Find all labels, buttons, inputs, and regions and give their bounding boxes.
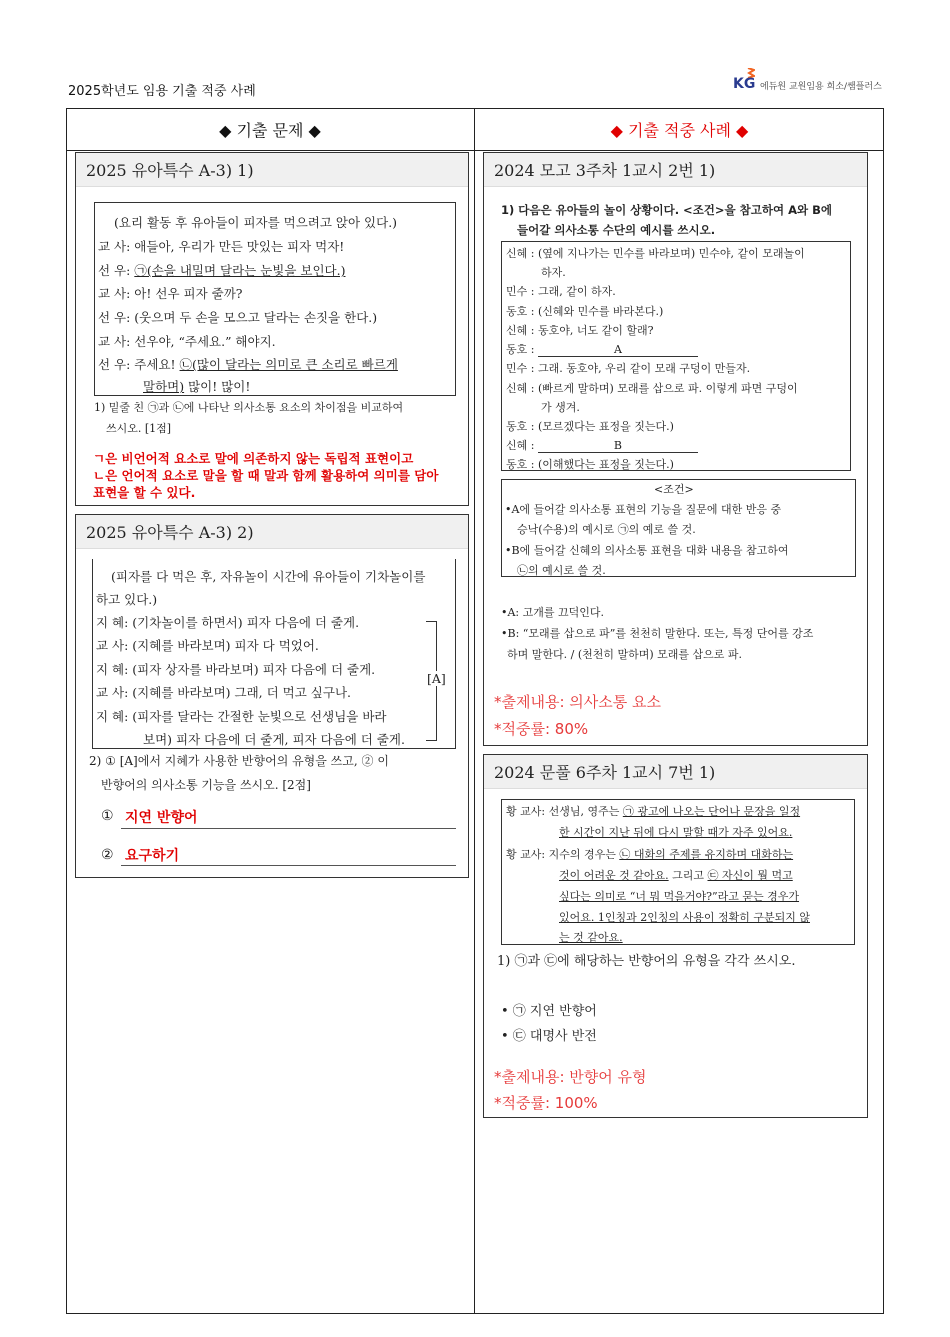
column-header-hit-cases: ◆ 기출 적중 사례 ◆	[475, 108, 884, 151]
blank-a: A	[538, 343, 698, 357]
answer-line: ㄱ은 비언어적 요소로 말에 의존하지 않는 독립적 표현이고	[93, 451, 414, 466]
dialog-line	[506, 846, 793, 862]
condition-line: •A에 들어갈 의사소통 표현의 기능을 질문에 대한 반응 중	[505, 503, 782, 516]
answer-text: 요구하기	[125, 848, 180, 864]
line-suffix: 많이! 많이!	[184, 379, 251, 394]
scenario-line: 지 혜: (피자 상자를 바라보며) 피자 다음에 더 줄게.	[96, 662, 376, 677]
speaker: 황 교사: 지수의 경우는	[506, 848, 620, 861]
scenario-line: 교 사: (지혜를 바라보며) 피자 다 먹었어.	[96, 638, 319, 653]
scenario-line: 보며) 피자 다음에 더 줄게, 피자 다음에 더 줄게.	[143, 732, 405, 747]
underlined-text: 것이 어려운 것 같아요.	[559, 869, 669, 882]
dialog-line: 신혜 : (옆에 지나가는 민수를 바라보며) 민수야, 같이 모래놀이	[506, 247, 805, 260]
kg-eduone-logo	[733, 68, 883, 94]
question-line: 들어갈 의사소통 수단의 예시를 쓰시오.	[517, 223, 716, 237]
scenario-line: 교 사: 선우야, “주세요.” 해야지.	[98, 334, 276, 349]
dialog-line	[506, 803, 800, 819]
hit-rate-label: *적중률: 100%	[494, 1094, 598, 1112]
answer-line: • ㉠ 지연 반향어	[501, 1004, 597, 1019]
exam-topic-label: *출제내용: 의사소통 요소	[494, 693, 661, 711]
dialog-line: 동호 : (신혜와 민수를 바라본다.)	[506, 305, 664, 318]
dialog-line: 가 생겨.	[541, 401, 580, 414]
scenario-line	[98, 261, 345, 279]
underlined-text: ㉠ 광고에 나오는 단어나 문장을 일정	[622, 805, 801, 818]
dialog-line: 신혜 : (빠르게 말하며) 모래를 삽으로 파. 이렇게 파면 구덩이	[506, 382, 798, 395]
question-line: 1) 밑줄 친 ㉠과 ㉡에 나타난 의사소통 요소의 차이점을 비교하여	[94, 401, 404, 414]
scenario-line: 지 혜: (기차놀이를 하면서) 피자 다음에 더 줄게.	[96, 615, 360, 630]
logo-brand-text: 에듀원 교원임용 희소/쌤플러스	[760, 82, 882, 92]
exam-topic-label: *출제내용: 반향어 유형	[494, 1068, 647, 1086]
dialog-line	[559, 867, 793, 883]
card-title: 2025 유아특수 A-3) 2)	[76, 515, 468, 549]
column-header-past-exam: ◆ 기출 문제 ◆	[66, 108, 474, 151]
dialog-line: 하자.	[541, 266, 566, 279]
column-divider	[474, 108, 475, 1314]
answer-number: ①	[101, 808, 114, 824]
condition-line: 승낙(수용)의 예시로 ㉠의 예로 쓸 것.	[517, 523, 696, 536]
underlined-text: ㉡(많이 달라는 의미로 큰 소리로 빠르게	[179, 357, 398, 372]
underlined-text: ㉢ 자신이 뭘 먹고	[707, 869, 793, 882]
answer-line: 표현을 할 수 있다.	[93, 485, 196, 500]
card-title: 2025 유아특수 A-3) 1)	[76, 153, 468, 187]
line-prefix: 선 우: 주세요!	[98, 357, 180, 372]
condition-title: <조건>	[654, 483, 694, 496]
answer-underline	[121, 828, 456, 829]
answer-line: •A: 고개를 끄덕인다.	[501, 606, 605, 619]
question-line: 1) 다음은 유아들의 놀이 상황이다. <조건>을 참고하여 A와 B에	[501, 203, 832, 217]
scenario-line: (요리 활동 후 유아들이 피자를 먹으려고 앉아 있다.)	[114, 215, 398, 230]
answer-line: ㄴ은 언어적 요소로 말을 할 때 말과 함께 활용하여 의미를 담아	[93, 468, 439, 483]
speaker: 동호 :	[506, 343, 535, 356]
underlined-text: ㉡ 대화의 주제를 유지하며 대화하는	[619, 848, 794, 861]
card-title: 2024 문풀 6주차 1교시 7번 1)	[484, 755, 867, 789]
answer-line: •B: “모래를 삽으로 파”를 천천히 말한다. 또는, 특정 단어를 강조	[501, 627, 814, 640]
question-line: 반향어의 의사소통 기능을 쓰시오. [2점]	[101, 778, 311, 792]
dialog-line: 한 시간이 지난 뒤에 다시 말할 때가 자주 있어요.	[559, 826, 793, 839]
condition-line: ㉡의 예시로 쓸 것.	[517, 564, 606, 577]
scenario-line: (피자를 다 먹은 후, 자유놀이 시간에 유아들이 기차놀이를	[111, 569, 426, 584]
line-prefix: 선 우:	[98, 263, 135, 278]
underlined-text: 말하며)	[143, 379, 185, 394]
scenario-line	[98, 355, 398, 373]
scenario-line: 하고 있다.)	[96, 592, 158, 607]
hit-card-practice	[483, 754, 868, 1118]
bracket-label: [A]	[427, 671, 446, 686]
answer-underline	[121, 865, 456, 866]
logo-kg-text: KG	[733, 76, 756, 92]
dialog-line: 는 것 같아요.	[559, 931, 623, 944]
speaker: 황 교사: 선생님, 영주는	[506, 805, 623, 818]
scenario-line: 교 사: 애들아, 우리가 만든 맛있는 피자 먹자!	[98, 239, 345, 254]
hit-rate-label: *적중률: 80%	[494, 720, 589, 738]
question-line: 1) ㉠과 ㉢에 해당하는 반향어의 유형을 각각 쓰시오.	[497, 954, 796, 969]
scenario-line	[143, 377, 250, 395]
dialog-line: 신혜 : 동호야, 너도 같이 할래?	[506, 324, 654, 337]
answer-number: ②	[101, 847, 114, 863]
scenario-line: 교 사: 아! 선우 피자 줄까?	[98, 286, 243, 301]
dialog-line	[506, 437, 698, 453]
condition-line: •B에 들어갈 신혜의 의사소통 표현을 대화 내용을 참고하여	[505, 544, 789, 557]
underlined-text: ㉠(손을 내밀며 달라는 눈빛을 보인다.)	[134, 263, 346, 278]
answer-line: • ㉢ 대명사 반전	[501, 1029, 597, 1044]
scenario-line: 지 혜: (피자를 달라는 간절한 눈빛으로 선생님을 바라	[96, 709, 387, 724]
dialog-line: 민수 : 그래. 동호야, 우리 같이 모래 구덩이 만들자.	[506, 362, 751, 375]
scenario-line: 선 우: (웃으며 두 손을 모으고 달라는 손짓을 한다.)	[98, 310, 378, 325]
dialog-line: 동호 : (모르겠다는 표정을 짓는다.)	[506, 420, 674, 433]
question-line: 쓰시오. [1점]	[106, 422, 172, 435]
exam-card-a3-2	[75, 514, 469, 878]
question-line: 2) ① [A]에서 지혜가 사용한 반향어의 유형을 쓰고, ② 이	[89, 754, 389, 768]
dialog-line: 있어요. 1인칭과 2인칭의 사용이 정확히 구분되지 않	[559, 911, 810, 924]
answer-line: 하며 말한다. / (천천히 말하며) 모래를 삽으로 파.	[507, 648, 743, 661]
dialog-line: 민수 : 그래, 같이 하자.	[506, 285, 616, 298]
exam-card-a3-1	[75, 152, 469, 506]
dialog-line: 동호 : (이해했다는 표정을 짓는다.)	[506, 458, 674, 471]
speaker: 신혜 :	[506, 439, 535, 452]
card-title: 2024 모고 3주차 1교시 2번 1)	[484, 153, 867, 187]
dialog-line	[506, 341, 698, 357]
hit-card-mock-exam	[483, 152, 868, 746]
document-title: 2025학년도 임용 기출 적중 사례	[68, 84, 256, 99]
blank-b: B	[538, 439, 698, 453]
dialog-line: 싶다는 의미로 “너 뭐 먹을거야?”라고 묻는 경우가	[559, 890, 800, 903]
plain-text: 그리고	[668, 869, 708, 882]
scenario-line: 교 사: (지혜를 바라보며) 그래, 더 먹고 싶구나.	[96, 685, 352, 700]
answer-text: 지연 반향어	[125, 810, 198, 826]
